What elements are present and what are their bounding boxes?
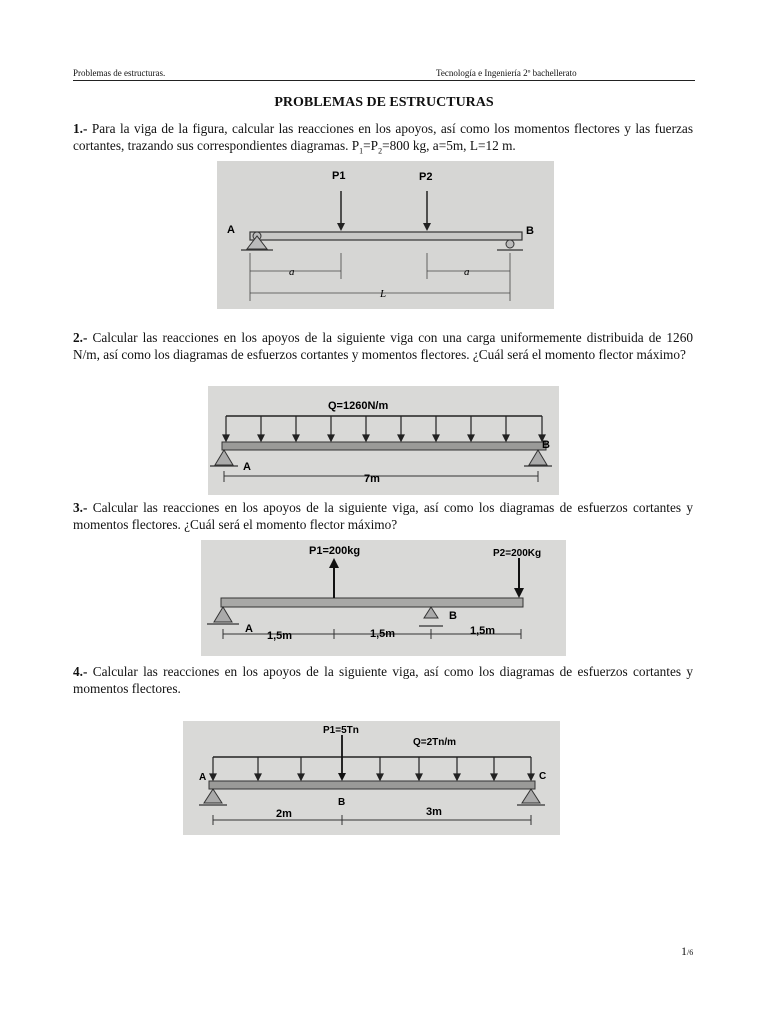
fig1-p1-label: P1 [332, 170, 346, 182]
problem-1-figure [217, 161, 554, 309]
problem-2-text: 2.- Calcular las reacciones en los apoyos de la siguiente viga con una carga uniformemente distribuida de 1260 N/m, así como los diagramas de esfuerzos cortantes y momentos flectores. ¿Cuál será el momento flector máximo? [73, 330, 693, 362]
problem-3-number: 3.- [73, 500, 88, 515]
fig4-c-label: C [539, 771, 547, 782]
fig4-d1-label: 2m [276, 808, 292, 820]
fig3-d2-label: 1,5m [370, 628, 396, 640]
fig3-a-label: A [245, 623, 253, 635]
problem-3-text: 3.- Calcular las reacciones en los apoyos de la siguiente viga, así como los diagramas de esfuerzos cortantes y momentos flectores. ¿Cuál será el momento flector máximo? [73, 500, 693, 532]
fig3-p2-label: P2=200Kg [493, 548, 542, 559]
header-right: Tecnología e Ingeniería 2º bachellerato [436, 68, 577, 78]
problem-3-figure [201, 540, 566, 656]
fig4-q-label: Q=2Tn/m [413, 737, 457, 748]
problem-1-text: 1.- Para la viga de la figura, calcular las reacciones en los apoyos, así como los momentos flectores y las fuerzas cortantes, trazando sus correspondientes diagramas. $P_1=P_2=800$ kg, a=5m, L=12 m. [73, 121, 693, 156]
document-title: PROBLEMAS DE ESTRUCTURAS [274, 95, 494, 110]
fig4-d2-label: 3m [426, 806, 442, 818]
fig3-b-label: B [449, 610, 457, 622]
page-header [73, 68, 695, 81]
fig4-p1-label: P1=5Tn [323, 725, 359, 736]
fig3-p1-label: P1=200kg [309, 545, 361, 557]
problem-4-text: 4.- Calcular las reacciones en los apoyos de la siguiente viga, así como los diagramas de esfuerzos cortantes y momentos flectores. [73, 664, 693, 696]
fig1-p2-label: P2 [419, 171, 433, 183]
fig3-d1-label: 1,5m [267, 630, 293, 642]
problem-4-figure [183, 721, 560, 835]
fig2-span-label: 7m [364, 473, 380, 485]
fig2-a-label: A [243, 461, 251, 473]
fig3-d3-label: 1,5m [470, 625, 496, 637]
problem-4-number: 4.- [73, 664, 88, 679]
problem-2-number: 2.- [73, 330, 88, 345]
fig2-q-label: Q=1260N/m [328, 400, 389, 412]
fig1-a-label: A [227, 224, 235, 236]
problem-2-figure [208, 386, 559, 495]
fig2-b-label: B [542, 439, 550, 451]
header-left: Problemas de estructuras. [73, 68, 166, 78]
fig1-b-label: B [526, 225, 534, 237]
fig1-l-label: L [380, 288, 387, 300]
fig1-a-left-label: a [289, 266, 295, 278]
page-number: 1/6 [681, 944, 694, 958]
fig4-b-label: B [338, 797, 346, 808]
problem-1-number: 1.- [73, 121, 88, 136]
fig1-a-right-label: a [464, 266, 470, 278]
fig4-a-label: A [199, 772, 207, 783]
